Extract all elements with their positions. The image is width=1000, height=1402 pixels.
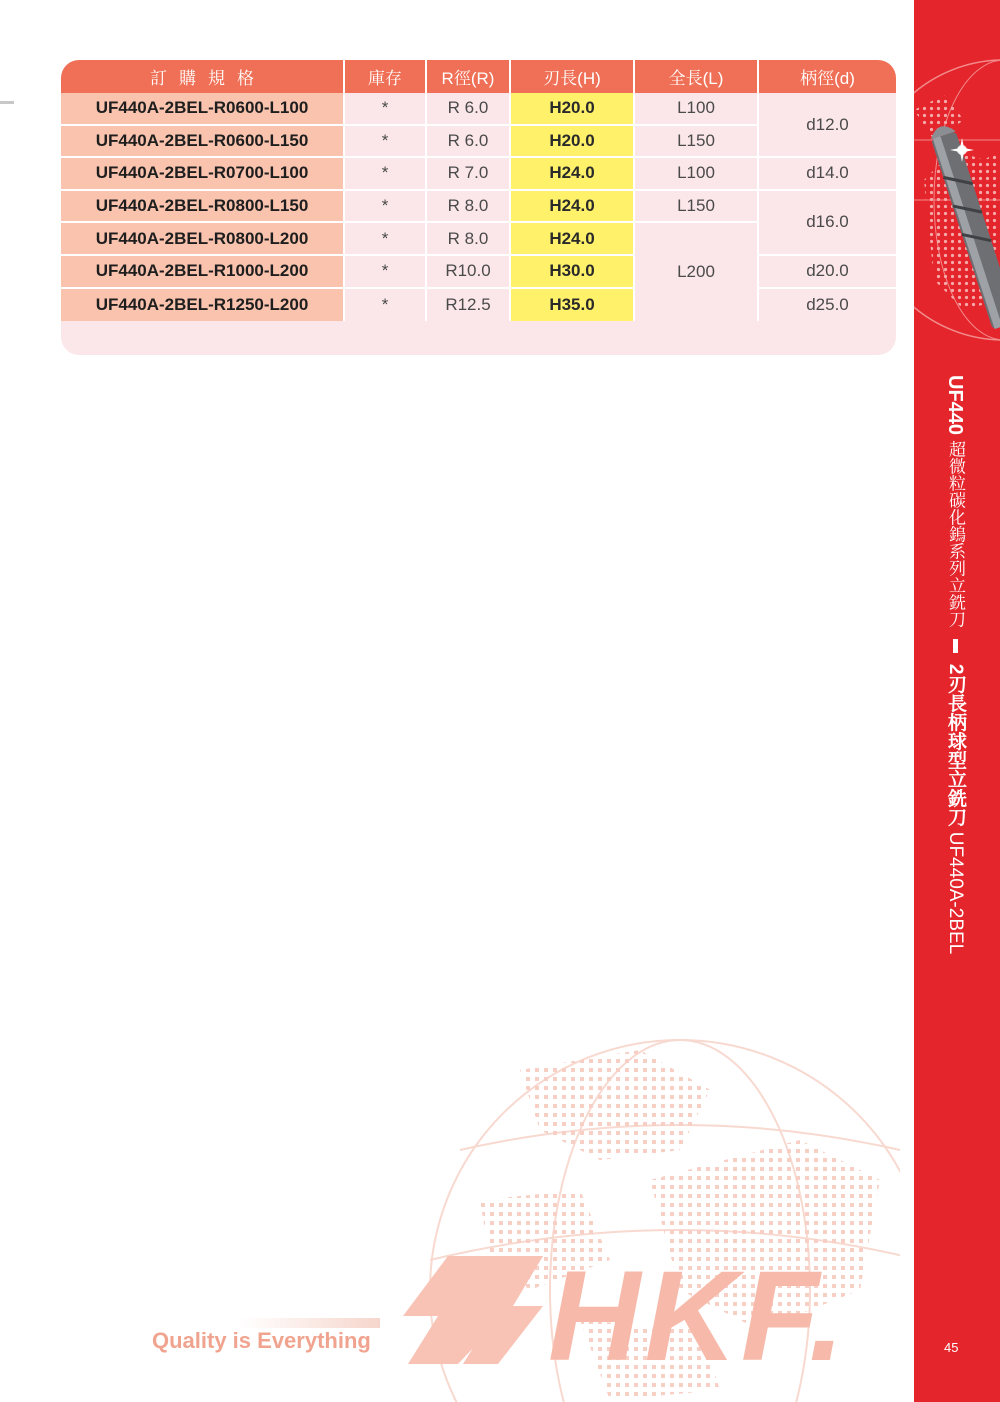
order-code-cell: UF440A-2BEL-R0700-L100	[61, 158, 345, 191]
stock-cell: *	[345, 223, 427, 256]
total-length-cell: L100	[635, 93, 759, 126]
table-header	[61, 60, 896, 93]
stock-cell: *	[345, 289, 427, 322]
title-divider	[953, 639, 958, 653]
radius-cell: R 6.0	[427, 93, 511, 126]
total-length-cell: L100	[635, 158, 759, 191]
radius-cell: R 6.0	[427, 126, 511, 159]
header-stock: 庫存	[345, 60, 427, 93]
blade-length-cell: H30.0	[511, 256, 635, 289]
blade-length-cell: H24.0	[511, 223, 635, 256]
series-code: UF440	[944, 375, 966, 436]
stock-cell: *	[345, 158, 427, 191]
order-code-cell: UF440A-2BEL-R0800-L150	[61, 191, 345, 224]
total-length-cell: L150	[635, 126, 759, 159]
globe-tool-art	[914, 0, 1000, 360]
blade-length-cell: H20.0	[511, 93, 635, 126]
radius-cell: R 8.0	[427, 191, 511, 224]
radius-cell: R 7.0	[427, 158, 511, 191]
blade-length-cell: H24.0	[511, 158, 635, 191]
logo-text: HKF.	[548, 1246, 849, 1370]
shank-diameter-cell: d12.0	[759, 93, 896, 158]
header-shank-diameter: 柄徑(d)	[800, 69, 855, 88]
radius-cell: R12.5	[427, 289, 511, 322]
spec-table	[61, 60, 896, 355]
header-radius: R徑(R)	[427, 60, 511, 93]
series-name: 超微粒碳化鎢系列立銑刀	[945, 440, 965, 628]
header-total-length: 全長(L)	[635, 60, 759, 93]
stock-cell: *	[345, 126, 427, 159]
radius-cell: R10.0	[427, 256, 511, 289]
radius-cell: R 8.0	[427, 223, 511, 256]
order-code-cell: UF440A-2BEL-R0600-L150	[61, 126, 345, 159]
shank-diameter-cell: d20.0	[759, 256, 896, 289]
shank-diameter-cell: d14.0	[759, 158, 896, 191]
order-code-cell: UF440A-2BEL-R1000-L200	[61, 256, 345, 289]
header-blade-length: 刃長(H)	[511, 60, 635, 93]
order-code-cell: UF440A-2BEL-R0600-L100	[61, 93, 345, 126]
table-body	[61, 93, 896, 355]
total-length-cell: L200	[635, 223, 759, 321]
tagline: Quality is Everything	[152, 1328, 371, 1353]
shank-diameter-cell: d16.0	[759, 191, 896, 256]
order-code-cell: UF440A-2BEL-R0800-L200	[61, 223, 345, 256]
stock-cell: *	[345, 256, 427, 289]
product-code: UF440A-2BEL	[945, 831, 966, 955]
blade-length-cell: H24.0	[511, 191, 635, 224]
header-order-spec: 訂購規格	[61, 60, 345, 93]
blade-length-cell: H35.0	[511, 289, 635, 322]
order-code-cell: UF440A-2BEL-R1250-L200	[61, 289, 345, 322]
margin-tick	[0, 101, 14, 104]
sidebar-title	[942, 375, 969, 954]
tagline-underline	[240, 1318, 380, 1328]
product-name: 2刃長柄球型立銑刀	[945, 663, 966, 827]
page-number: 45	[944, 1340, 959, 1355]
blade-length-cell: H20.0	[511, 126, 635, 159]
total-length-cell: L150	[635, 191, 759, 224]
stock-cell: *	[345, 191, 427, 224]
hkf-logo	[398, 1246, 888, 1370]
shank-diameter-cell: d25.0	[759, 289, 896, 322]
stock-cell: *	[345, 93, 427, 126]
